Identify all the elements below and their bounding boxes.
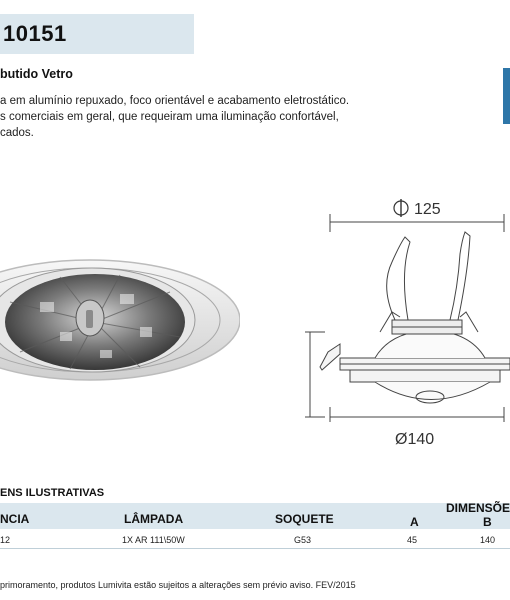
description-line-1: a em alumínio repuxado, foco orientável e acabamento eletrostático. <box>0 95 350 107</box>
description-line-2: s comerciais em geral, que requeiram uma iluminação confortável, <box>0 111 339 123</box>
accent-strip <box>503 68 510 124</box>
product-code: 10151 <box>3 21 67 46</box>
cell-reference: 12 <box>0 535 11 545</box>
col-header-socket: SOQUETE <box>275 512 334 526</box>
table-header-band <box>0 503 510 529</box>
col-header-b: B <box>483 515 492 529</box>
cell-socket: G53 <box>294 535 312 545</box>
col-header-lamp: LÂMPADA <box>124 512 184 526</box>
cell-a: 45 <box>407 535 418 545</box>
product-photo <box>0 232 240 397</box>
specs-section-title: ENS ILUSTRATIVAS <box>0 487 105 499</box>
col-header-a: A <box>410 515 419 529</box>
table-rule <box>0 548 510 549</box>
top-dimension-label: 125 <box>414 201 441 218</box>
cell-lamp: 1X AR 111\50W <box>122 535 185 545</box>
col-header-dimensions: DIMENSÕE <box>446 501 510 515</box>
footer-note: primoramento, produtos Lumivita estão sujeitos a alterações sem prévio aviso. FEV/2015 <box>0 580 356 590</box>
description-line-3: cados. <box>0 127 34 139</box>
technical-drawing <box>300 192 510 452</box>
cell-b: 140 <box>480 535 496 545</box>
product-name: butido Vetro <box>0 67 73 81</box>
bottom-dimension-label: Ø140 <box>395 431 435 448</box>
col-header-reference: NCIA <box>0 512 30 526</box>
